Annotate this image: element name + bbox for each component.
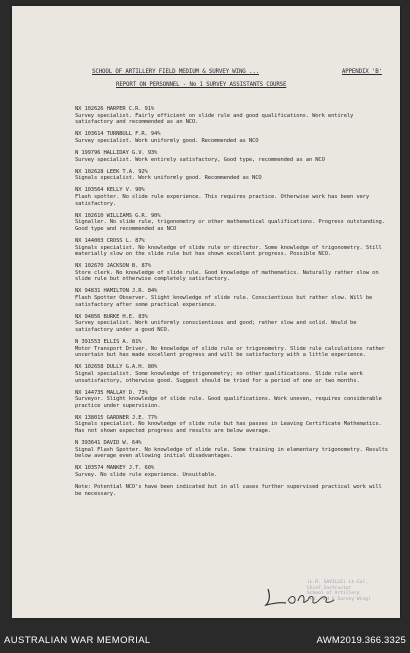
personnel-entry-remarks: Signals specialist. No knowledge of slide rule but has passes in Leaving Certificate Mathematics. Has not shown expected progress and results are below average.: [75, 421, 382, 435]
document-title: SCHOOL OF ARTILLERY FIELD MEDIUM & SURVEY WING ...: [92, 69, 260, 75]
personnel-entry-remarks: Motor Transport Driver. No knowledge of slide rule or trigonometry. Slide rule calculations rather uncertain but has made excellent progress and will be satisfactory with a little experience.: [75, 345, 385, 359]
personnel-entry-remarks: Signals specialist. Work uniformly good. Recommended as NCO: [75, 175, 262, 182]
document-page: [12, 6, 400, 618]
stamp-line: School of Artillery: [307, 591, 360, 597]
personnel-list: [75, 106, 391, 497]
personnel-entry-heading: NX 144735 MALLAY D. 73%: [75, 389, 148, 396]
personnel-entry-remarks: Survey specialist. Work uniformly conscientious and good; rather slow and solid. Would be satisfactory under a good NCO.: [75, 320, 357, 333]
report-subtitle: REPORT ON PERSONNEL - No 1 SURVEY ASSISTANTS COURSE: [116, 81, 287, 88]
personnel-entry-heading: NX 102670 JACKSON B. 87%: [75, 263, 151, 270]
stamp-line: Chief Instructor: [307, 585, 352, 591]
personnel-entry: [75, 415, 391, 435]
appendix-label: APPENDIX 'B': [341, 69, 382, 75]
footer-bar: [0, 620, 410, 653]
personnel-entry-heading: NX 103574 MANKEY J.T. 60%: [75, 465, 155, 472]
personnel-entry: [75, 238, 391, 258]
personnel-entry: [75, 213, 391, 233]
personnel-entry-heading: N 391553 ELLIS A. 81%: [75, 339, 142, 346]
personnel-entry-heading: N 199796 HALLIDAY G.V. 93%: [75, 149, 158, 156]
personnel-entry-heading: NX 102610 WILLIAMS G.R. 90%: [75, 212, 161, 219]
closing-note: Note: Potential NCO's have been indicated but in all cases further supervised practical work will be necessary.: [75, 484, 382, 497]
personnel-entry: [75, 131, 391, 144]
rubber-stamp: [307, 580, 371, 602]
personnel-entry-remarks: Signal Flash Spotter. No knowledge of slide rule. Some training in elementary trigonometry. Results below average even allowing initial disadvantages.: [75, 446, 388, 460]
personnel-entry-heading: NX 144003 CROSS L. 87%: [75, 237, 145, 244]
personnel-entry-remarks: Store clerk. No knowledge of slide rule. Good knowledge of mathematics. Naturally rather slow on slide rule but otherwise completely satisfactory.: [75, 269, 379, 283]
personnel-entry-remarks: Survey specialist. Work uniformly good. Recommended as NCO: [75, 137, 259, 144]
personnel-entry: [75, 150, 391, 163]
personnel-entry: [75, 263, 391, 283]
personnel-entry: [75, 465, 391, 478]
personnel-entry-remarks: Signaller. No slide rule, trigonometry or other mathematical qualifications. Progress outstanding. Good type and recommended as NCO: [75, 219, 385, 232]
document-header: [92, 69, 392, 88]
stamp-line: (L.R. SAVILLE) Lt-Col.: [307, 580, 368, 585]
footer-institution: AUSTRALIAN WAR MEMORIAL: [4, 635, 151, 646]
personnel-entry: [75, 106, 391, 126]
personnel-entry-heading: NX 102658 DULLY G.A.H. 80%: [75, 364, 158, 371]
personnel-entry: [75, 339, 391, 359]
personnel-entry-remarks: Signals specialist. No knowledge of slide rule or director. Some knowledge of trigonometry. Still materially slow on the slide rule but has shown excellent progress. Possible NCO.: [75, 244, 382, 258]
personnel-entry-remarks: Survey. No slide rule experience. Unsuitable.: [75, 472, 218, 479]
footer-accession-number: AWM2019.366.3325: [316, 635, 406, 646]
personnel-entry-remarks: Survey specialist. Work entirely satisfactory, Good type, recommended as an NCO: [75, 156, 325, 163]
personnel-entry-remarks: Surveyor. Slight knowledge of slide rule. Good qualifications. Work uneven, requires considerable practice under supervision.: [75, 396, 382, 409]
personnel-entry-remarks: Flash Spotter Observer. Slight knowledge of slide rule. Conscientious but rather slow. Will be satisfactory after some practical experience.: [75, 295, 373, 308]
personnel-entry-heading: NX 138015 GARDNER J.E. 77%: [75, 414, 158, 421]
personnel-entry-remarks: Signal specialist. Some knowledge of trigonometry; no other qualifications. Slide rule work unsatisfactory, otherwise good. Suggest should be tried for a period of one or two months.: [75, 370, 363, 384]
personnel-entry-heading: NX 94856 BURKE H.E. 83%: [75, 313, 148, 320]
personnel-entry: [75, 187, 391, 207]
stamp-line: (Fd. Med & Survey Wing): [307, 596, 371, 602]
personnel-entry-heading: N 393641 DAVID W. 64%: [75, 440, 142, 447]
personnel-entry-remarks: Flash spotter. No slide rule experience. This requires practice. Otherwise work has been very satisfactory.: [75, 193, 369, 207]
personnel-entry-heading: NX 102626 HARPER C.R. 91%: [75, 106, 155, 112]
personnel-entry: [75, 440, 391, 460]
personnel-entry-heading: NX 94831 HAMILTON J.R. 84%: [75, 288, 158, 295]
personnel-entry: [75, 390, 391, 410]
personnel-entry-heading: NX 103614 TURNBULL F.R. 94%: [75, 131, 161, 138]
personnel-entry-heading: NX 102628 LEEK T.A. 92%: [75, 168, 148, 175]
personnel-entry-remarks: Survey specialist. Fairly efficient on slide rule and good qualifications. Work entirely satisfactory and recommended as an NCO.: [75, 112, 354, 126]
personnel-entry-heading: NX 103564 KELLY V. 90%: [75, 187, 145, 194]
personnel-entry: [75, 364, 391, 384]
personnel-entry: [75, 288, 391, 308]
personnel-entry: [75, 314, 391, 334]
personnel-entry: [75, 169, 391, 182]
